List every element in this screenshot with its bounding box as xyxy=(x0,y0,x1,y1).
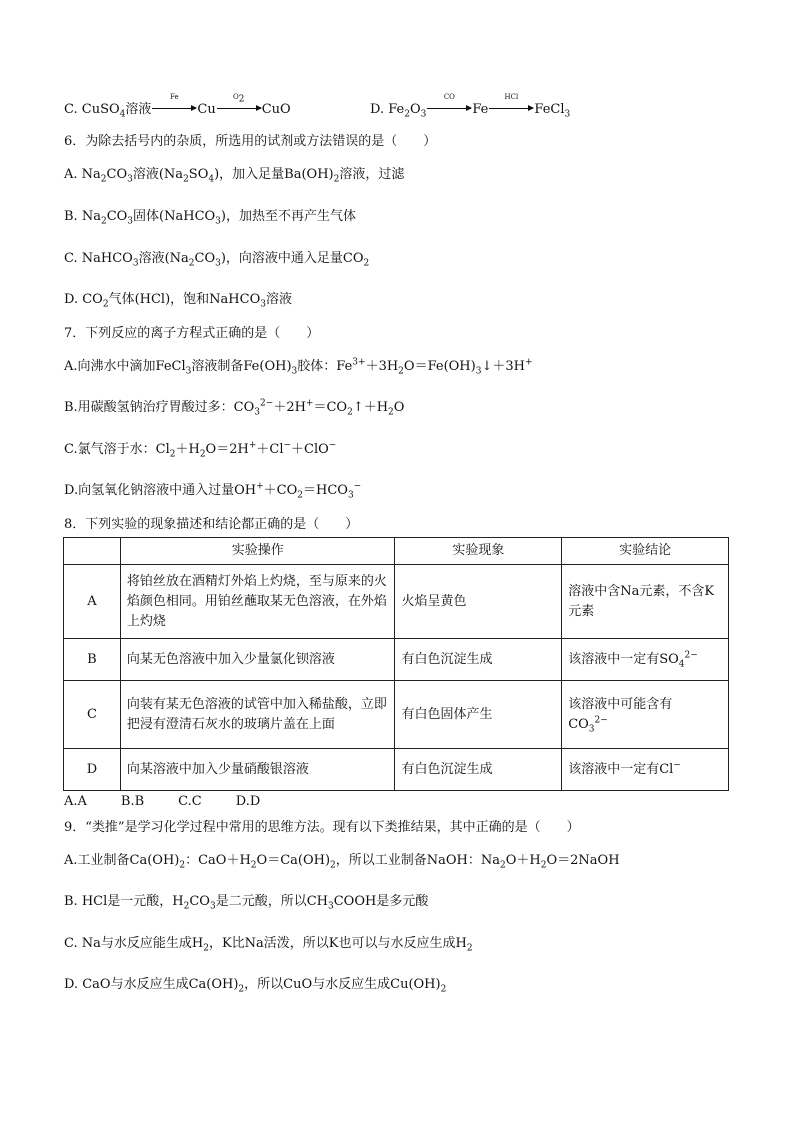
q9-option-c xyxy=(64,935,473,953)
t: ＋CO xyxy=(263,483,298,498)
arrow-label: CO xyxy=(443,93,455,101)
t: )，加入足量Ba(OH) xyxy=(214,167,334,182)
option: C.C xyxy=(178,794,202,809)
t: CO xyxy=(189,894,210,909)
q5c-reactant: CuSO xyxy=(81,102,120,117)
s: 4 xyxy=(678,659,685,670)
sup: − xyxy=(283,440,292,451)
t: O xyxy=(393,400,405,415)
s: 3 xyxy=(254,407,261,418)
sup: + xyxy=(248,440,257,451)
t: C. Na与水反应能生成H xyxy=(64,936,204,951)
t: D. CaO与水反应生成Ca(OH) xyxy=(64,977,239,992)
s: 2 xyxy=(188,258,195,269)
s: 2 xyxy=(203,943,209,954)
s: 2 xyxy=(183,901,190,912)
t: ＋H xyxy=(175,442,200,457)
s: 2 xyxy=(199,449,206,460)
header-cell xyxy=(64,538,121,565)
s: 3 xyxy=(291,366,298,377)
t: ＝HCO xyxy=(302,483,348,498)
t: SO xyxy=(188,167,209,182)
s: 2 xyxy=(388,407,394,418)
s: 2 xyxy=(398,366,404,377)
t: A.工业制备Ca(OH) xyxy=(64,853,180,868)
s: 3 xyxy=(127,174,133,185)
s: 3 xyxy=(327,901,334,912)
sup: − xyxy=(673,760,681,771)
table-row xyxy=(64,749,729,791)
t: CO xyxy=(106,167,128,182)
sup: 3+ xyxy=(352,357,366,368)
sup: + xyxy=(256,481,264,492)
t: ＝CO xyxy=(313,400,348,415)
t: 溶液 xyxy=(265,292,292,307)
s: 2 xyxy=(333,174,340,185)
arrow-label: Fe xyxy=(170,93,179,101)
reaction-arrow xyxy=(489,93,533,113)
s: 2 xyxy=(102,299,109,310)
row-key: B xyxy=(64,639,121,681)
sup: 2− xyxy=(684,650,698,661)
sup: − xyxy=(328,440,337,451)
q5c-tail: 溶液 xyxy=(125,102,152,117)
q5-option-c xyxy=(64,93,291,120)
q5d-sub: 2 xyxy=(404,109,410,120)
t: )，向溶液中通入足量CO xyxy=(220,251,364,266)
s: 2 xyxy=(466,943,473,954)
s: 3 xyxy=(185,366,192,377)
row-conclusion xyxy=(562,749,729,791)
t: ↑＋H xyxy=(352,400,389,415)
s: 2 xyxy=(540,860,547,871)
s: 2 xyxy=(363,258,370,269)
t: 胶体：Fe xyxy=(297,359,353,374)
sup: − xyxy=(353,481,362,492)
header-cell: 实验结论 xyxy=(562,538,729,565)
q7-option-c xyxy=(64,441,336,459)
q5d-label: D. Fe xyxy=(370,102,405,117)
t: B.用碳酸氢钠治疗胃酸过多：CO xyxy=(64,400,255,415)
q8-options xyxy=(64,793,294,811)
s: 3 xyxy=(215,216,221,227)
s: 2 xyxy=(347,407,353,418)
q5c-product1: Cu xyxy=(197,102,216,117)
t: O＝Fe(OH) xyxy=(403,359,476,374)
q5d-product1: Fe xyxy=(472,102,489,117)
t: ：CaO＋H xyxy=(185,853,251,868)
s: 2 xyxy=(100,216,107,227)
reaction-arrow xyxy=(427,93,471,113)
row-key: C xyxy=(64,681,121,749)
s: 3 xyxy=(132,258,139,269)
t: ↓＋3H xyxy=(481,359,525,374)
s: 3 xyxy=(588,724,595,735)
t: CO xyxy=(194,251,216,266)
s: 3 xyxy=(215,258,221,269)
arrow-label-sub: 2 xyxy=(238,94,245,105)
s: 2 xyxy=(297,490,303,501)
s: 3 xyxy=(475,366,482,377)
s: 4 xyxy=(208,174,215,185)
t: D.向氢氧化钠溶液中通入过量OH xyxy=(64,483,257,498)
option: A.A xyxy=(64,794,87,809)
q5d-product2: FeCl xyxy=(534,102,565,117)
arrow-label: HCl xyxy=(504,93,519,101)
row-operation: 向某无色溶液中加入少量氯化钡溶液 xyxy=(120,639,395,681)
s: 2 xyxy=(179,860,186,871)
s: 2 xyxy=(183,174,189,185)
reaction-arrow xyxy=(152,93,196,113)
t: O＝2NaOH xyxy=(546,853,620,868)
t: O＋H xyxy=(505,853,541,868)
s: 3 xyxy=(209,901,216,912)
experiment-table xyxy=(63,537,729,791)
q9-stem: 9．“类推”是学习化学过程中常用的思维方法。现有以下类推结果，其中正确的是（ ） xyxy=(64,820,580,835)
t: A.向沸水中滴加FeCl xyxy=(64,359,186,374)
row-conclusion xyxy=(562,639,729,681)
sup: 2− xyxy=(260,398,274,409)
q9-option-a xyxy=(64,852,620,870)
q9-option-b xyxy=(64,893,428,911)
reaction-arrow xyxy=(217,93,261,113)
row-phenomenon: 有白色沉淀生成 xyxy=(395,639,562,681)
row-conclusion xyxy=(562,681,729,749)
t: ＋Cl xyxy=(256,442,284,457)
header-cell: 实验现象 xyxy=(395,538,562,565)
t: C. NaHCO xyxy=(64,251,133,266)
table-row xyxy=(64,565,729,639)
t: 固体(NaHCO xyxy=(133,209,216,224)
t: 该溶液中一定有SO xyxy=(568,651,679,667)
s: 2 xyxy=(500,860,506,871)
t: D. CO xyxy=(64,292,103,307)
q8-stem: 8．下列实验的现象描述和结论都正确的是（ ） xyxy=(64,517,359,532)
s: 3 xyxy=(347,490,354,501)
q5d-mid: O xyxy=(409,102,421,117)
s: 2 xyxy=(100,174,107,185)
header-cell: 实验操作 xyxy=(120,538,395,565)
q7-option-a xyxy=(64,358,533,376)
t: CO xyxy=(106,209,128,224)
t: B. HCl是一元酸，H xyxy=(64,894,184,909)
table-row xyxy=(64,639,729,681)
t: O＝2H xyxy=(205,442,249,457)
q5c-sub: 4 xyxy=(119,109,126,120)
row-operation: 向某溶液中加入少量硝酸银溶液 xyxy=(120,749,395,791)
t: CO xyxy=(568,716,589,732)
t: A. Na xyxy=(64,167,101,182)
t: COOH是多元酸 xyxy=(333,894,429,909)
row-operation: 将铂丝放在酒精灯外焰上灼烧，至与原来的火焰颜色相同。用铂丝蘸取某无色溶液，在外焰上灼烧 xyxy=(120,565,395,639)
t: ＋2H xyxy=(273,400,306,415)
t: O＝Ca(OH) xyxy=(256,853,331,868)
t: 是二元酸，所以CH xyxy=(215,894,328,909)
q5-option-d xyxy=(370,93,571,120)
sup: 2− xyxy=(594,715,608,726)
q6-option-d xyxy=(64,291,292,309)
q7-option-d xyxy=(64,482,361,500)
s: 2 xyxy=(330,860,336,871)
s: 3 xyxy=(127,216,134,227)
t: 气体(HCl)，饱和NaHCO xyxy=(108,292,261,307)
q9-option-d xyxy=(64,976,446,994)
q5c-product2: CuO xyxy=(261,102,291,117)
option: D.D xyxy=(235,794,261,809)
table-header-row xyxy=(64,538,729,565)
row-phenomenon: 火焰呈黄色 xyxy=(395,565,562,639)
s: 2 xyxy=(238,984,245,995)
t: 溶液(Na xyxy=(138,251,189,266)
t: 溶液制备Fe(OH) xyxy=(191,359,292,374)
row-phenomenon: 有白色固体产生 xyxy=(395,681,562,749)
t: B. Na xyxy=(64,209,101,224)
t: 溶液(Na xyxy=(132,167,184,182)
t: ，所以CuO与水反应生成Cu(OH) xyxy=(244,977,441,992)
q5c-label: C. xyxy=(64,102,82,117)
t: ＋3H xyxy=(365,359,399,374)
q7-option-b xyxy=(64,399,404,417)
arrow-label xyxy=(217,93,261,105)
sup: + xyxy=(524,357,533,368)
q6-stem: 6．为除去括号内的杂质，所选用的试剂或方法错误的是（ ） xyxy=(64,134,437,149)
arrow-label-o: O xyxy=(232,93,239,101)
row-conclusion: 溶液中含Na元素，不含K元素 xyxy=(562,565,729,639)
q7-stem: 7．下列反应的离子方程式正确的是（ ） xyxy=(64,326,320,341)
s: 2 xyxy=(250,860,257,871)
option: B.B xyxy=(120,794,145,809)
t: 该溶液中可能含有 xyxy=(568,696,673,712)
t: ，K比Na活泼，所以K也可以与水反应生成H xyxy=(208,936,467,951)
s: 2 xyxy=(440,984,447,995)
row-key: D xyxy=(64,749,121,791)
t: C.氯气溶于水：Cl xyxy=(64,442,170,457)
t: ＋ClO xyxy=(291,442,329,457)
row-operation: 向装有某无色溶液的试管中加入稀盐酸，立即把浸有澄清石灰水的玻璃片盖在上面 xyxy=(120,681,395,749)
sup: + xyxy=(305,398,314,409)
t: )，加热至不再产生气体 xyxy=(220,209,356,224)
s: 3 xyxy=(260,299,266,310)
t: 溶液，过滤 xyxy=(339,167,405,182)
q6-option-a xyxy=(64,166,404,184)
q5d-product2-sub: 3 xyxy=(564,109,571,120)
t: ，所以工业制备NaOH：Na xyxy=(335,853,501,868)
row-phenomenon: 有白色沉淀生成 xyxy=(395,749,562,791)
s: 2 xyxy=(169,449,176,460)
row-key: A xyxy=(64,565,121,639)
q6-option-c xyxy=(64,250,369,268)
t: 该溶液中一定有Cl xyxy=(568,761,674,777)
q5d-sub2: 3 xyxy=(420,109,427,120)
q6-option-b xyxy=(64,208,356,226)
table-row xyxy=(64,681,729,749)
